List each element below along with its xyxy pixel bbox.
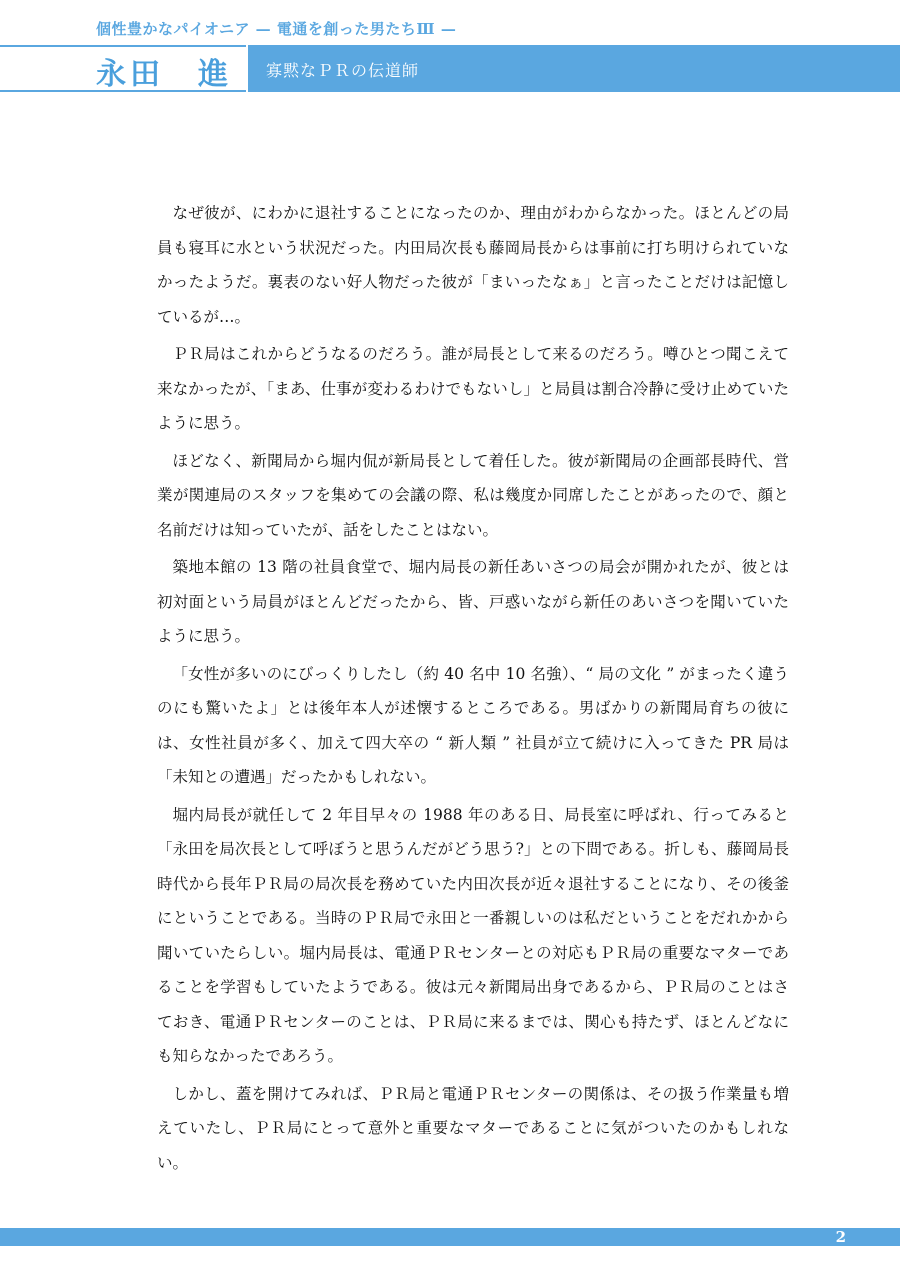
article-subtitle: 寡黙なＰＲの伝道師 <box>266 61 420 80</box>
paragraph: ＰＲ局はこれからどうなるのだろう。誰が局長として来るのだろう。噂ひとつ聞こえて来なかったが、「まあ、仕事が変わるわけでもないし」と局員は割合冷静に受け止めていたように思う。 <box>157 345 789 432</box>
paragraph: しかし、蓋を開けてみれば、ＰＲ局と電通ＰＲセンターの関係は、その扱う作業量も増えていたし、ＰＲ局にとって意外と重要なマターであることに気がついたのかもしれない。 <box>157 1084 789 1172</box>
subtitle-band <box>248 45 900 92</box>
title-bar <box>0 45 900 92</box>
article-body <box>157 196 789 1183</box>
footer-bar <box>0 1228 900 1246</box>
paragraph: 築地本館の 13 階の社員食堂で、堀内局長の新任あいさつの局会が開かれたが、彼とは初対面という局員がほとんどだったから、皆、戸惑いながら新任のあいさつを聞いていたように思う。 <box>157 558 789 645</box>
page-number: 2 <box>835 1228 846 1246</box>
paragraph: なぜ彼が、にわかに退社することになったのか、理由がわからなかった。ほとんどの局員も寝耳に水という状況だった。内田局次長も藤岡局長からは事前に打ち明けられていなかったようだ。裏表のない好人物だった彼が「まいったなぁ」と言ったことだけは記憶しているが…。 <box>157 204 789 326</box>
series-title: 個性豊かなパイオニア — 電通を創った男たちⅢ — <box>96 20 457 38</box>
paragraph: ほどなく、新聞局から堀内侃が新局長として着任した。彼が新聞局の企画部長時代、営業が関連局のスタッフを集めての会議の際、私は幾度か同席したことがあったので、顔と名前だけは知っていたが、話をしたことはない。 <box>157 451 789 539</box>
paragraph: 「女性が多いのにびっくりしたし（約 40 名中 10 名強）、“ 局の文化 ” がまったく違うのにも驚いたよ」とは後年本人が述懐するところである。男ばかりの新聞局育ちの彼には、女性社員が多く、加えて四大卒の “ 新人類 ” 社員が立て続けに入ってきた PR 局は「未知との遭遇」だったかもしれない。 <box>157 664 789 786</box>
person-name: 永田 進 <box>96 57 232 92</box>
paragraph: 堀内局長が就任して 2 年目早々の 1988 年のある日、局長室に呼ばれ、行ってみると「永田を局次長として呼ぼうと思うんだがどう思う?」との下問である。折しも、藤岡局長時代から長年ＰＲ局の局次長を務めていた内田次長が近々退社することになり、その後釜にということである。当時のＰＲ局で永田と一番親しいのは私だということをだれかから聞いていたらしい。堀内局長は、電通ＰＲセンターとの対応もＰＲ局の重要なマターであることを学習もしていたようである。彼は元々新聞局出身であるから、ＰＲ局のことはさておき、電通ＰＲセンターのことは、ＰＲ局に来るまでは、関心も持たず、ほとんどなにも知らなかったであろう。 <box>157 805 789 1065</box>
